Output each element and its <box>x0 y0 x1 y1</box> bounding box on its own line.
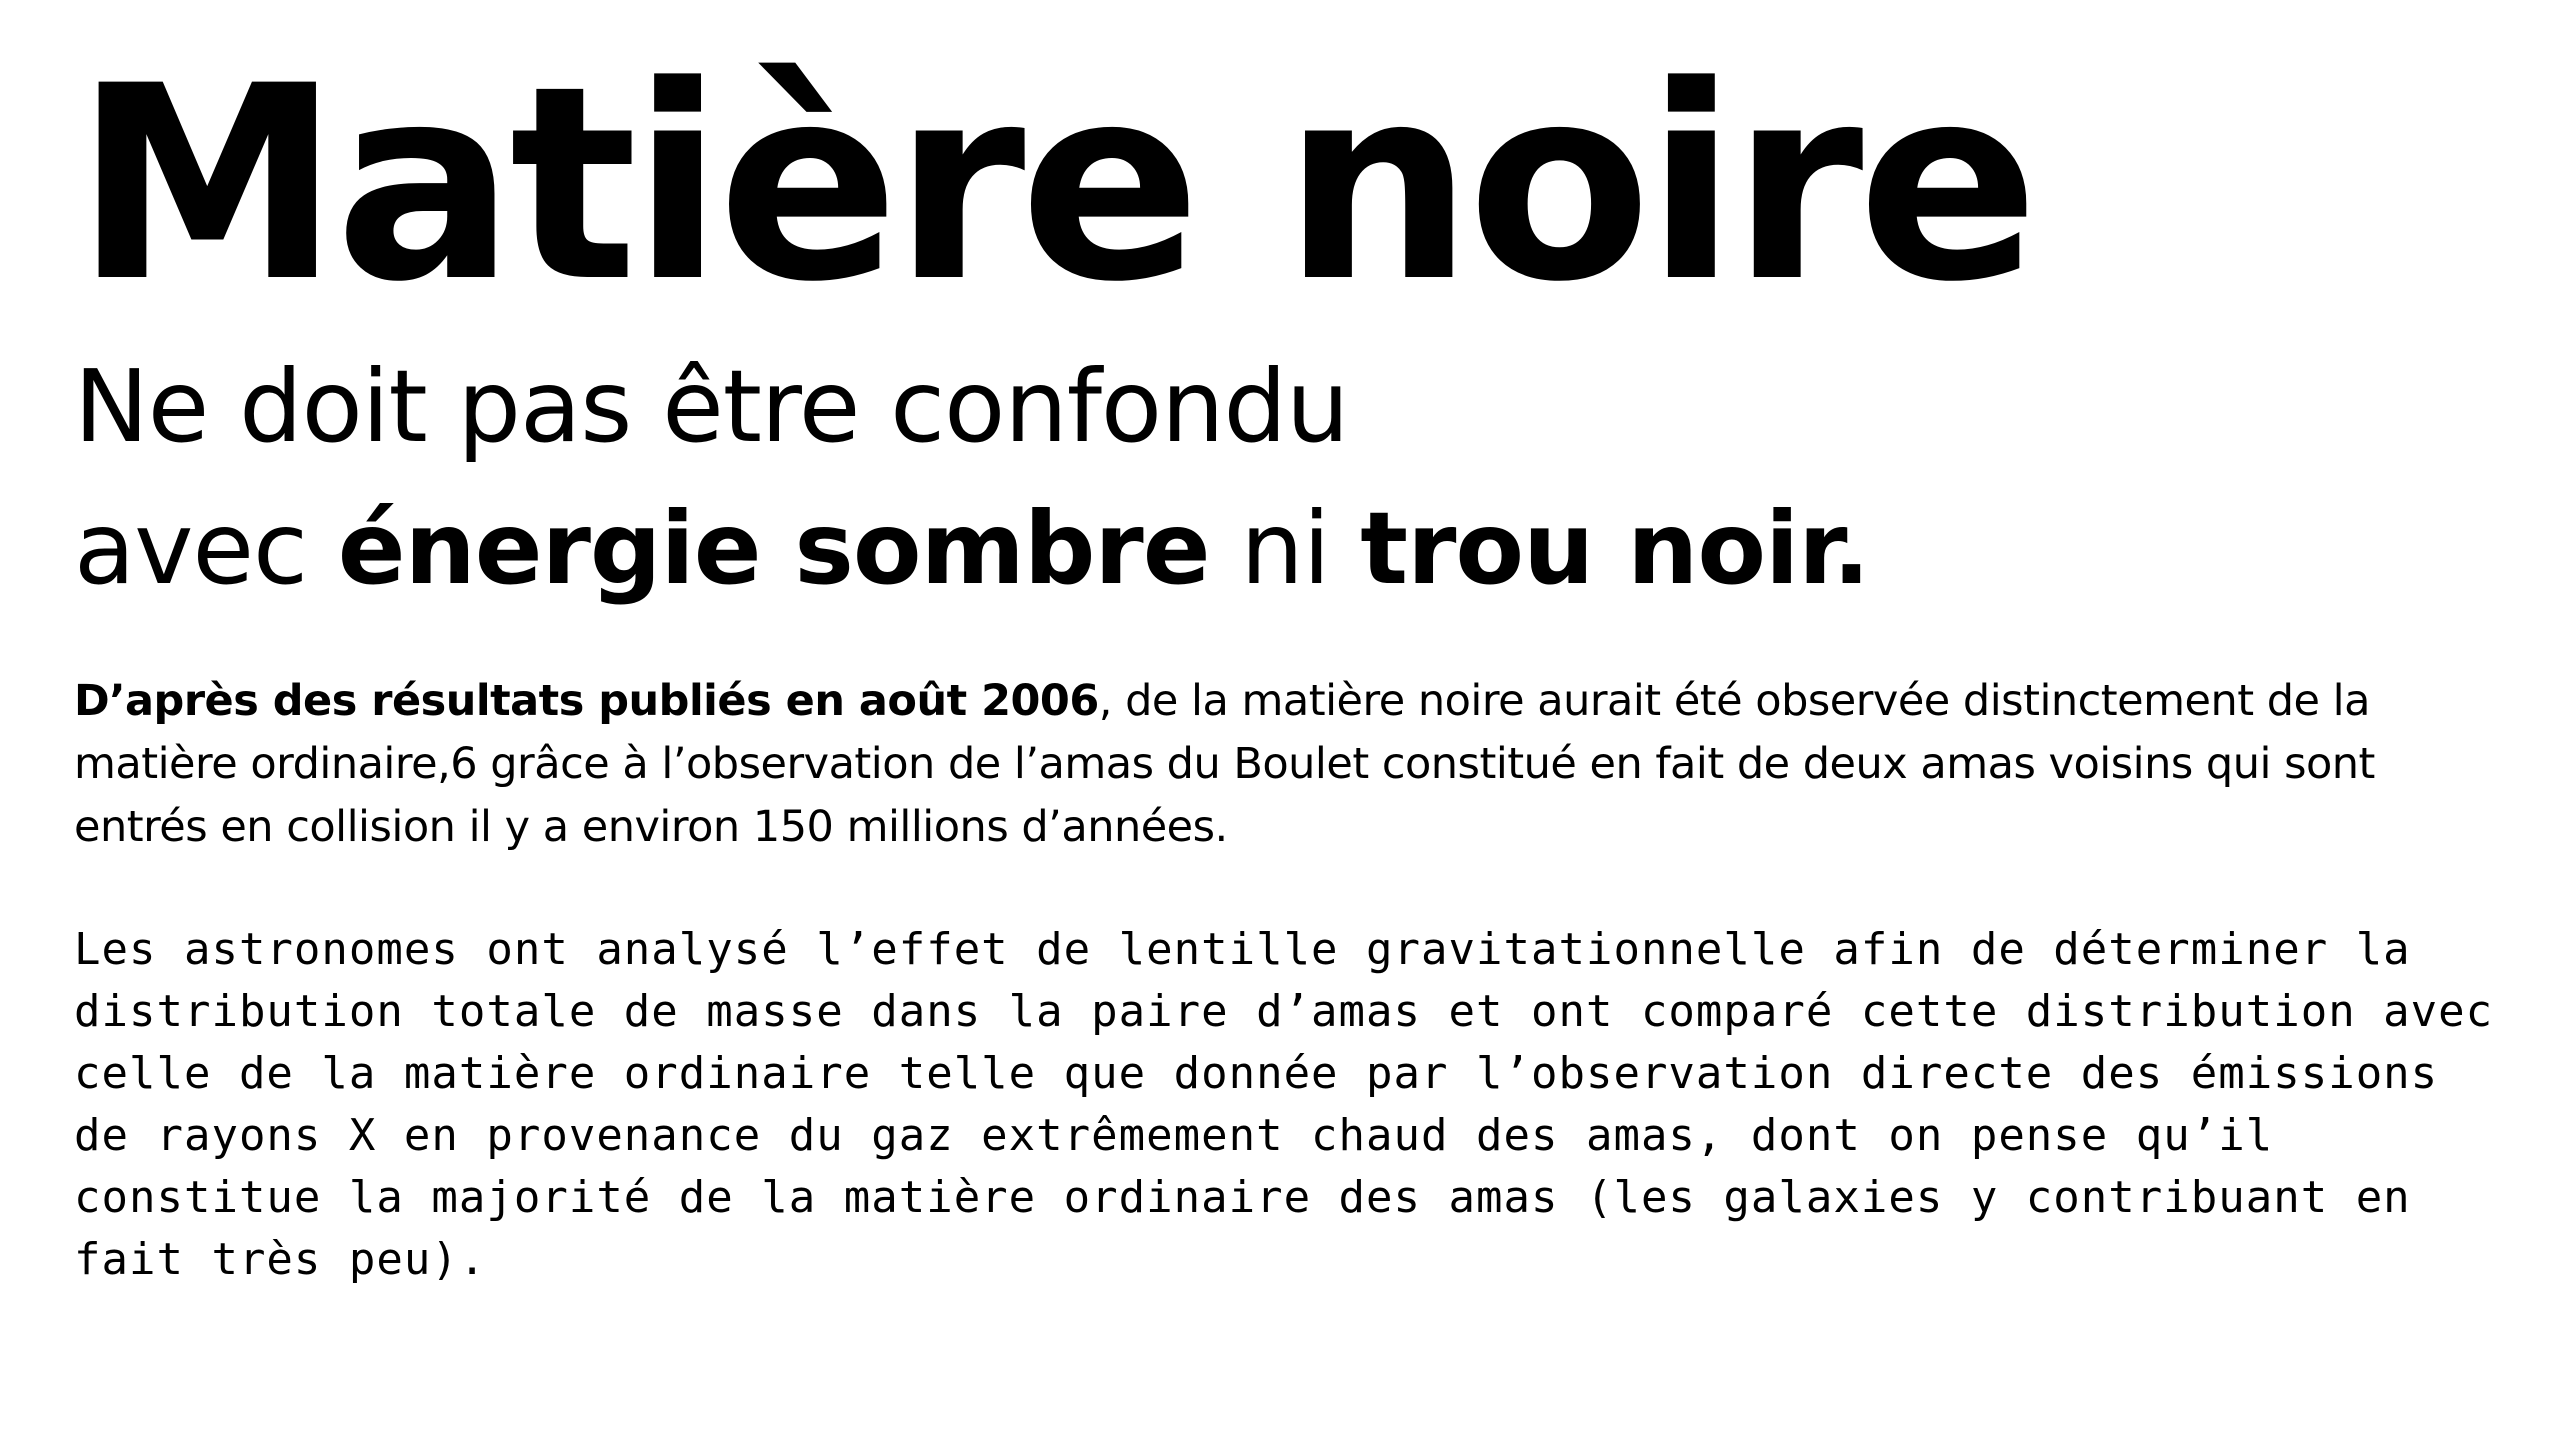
subtitle-line-1: Ne doit pas être confondu <box>74 348 1349 465</box>
lead-bold-intro: D’après des résultats publiés en août 2006 <box>74 676 1099 726</box>
subtitle-line-2 <box>74 478 2494 620</box>
subtitle-connector: ni <box>1209 490 1361 607</box>
subtitle-term-dark-energy: énergie sombre <box>337 490 1210 607</box>
subtitle <box>74 336 2494 620</box>
document-page <box>74 29 2494 1291</box>
page-title: Matière noire <box>74 29 2034 341</box>
lead-text: , de la matière noire aurait été observée distinctement de la matière ordinaire,6 grâce à l’observation de l’amas du Boulet constitué en fait de deux amas voisins qui sont entrés en collision il y a environ 150 millions d’années. <box>74 676 2375 852</box>
subtitle-term-black-hole: trou noir. <box>1360 490 1870 607</box>
subtitle-prefix: avec <box>74 490 338 607</box>
lead-paragraph <box>74 670 2494 859</box>
body-paragraph: Les astronomes ont analysé l’effet de lentille gravitationnelle afin de déterminer la distribution totale de masse dans la paire d’amas et ont comparé cette distribution avec celle de la matière ordinaire telle que donnée par l’observation directe des émissions de rayons X en provenance du gaz extrêmement chaud des amas, dont on pense qu’il constitue la majorité de la matière ordinaire des amas (les galaxies y contribuant en fait très peu). <box>74 924 2494 1285</box>
